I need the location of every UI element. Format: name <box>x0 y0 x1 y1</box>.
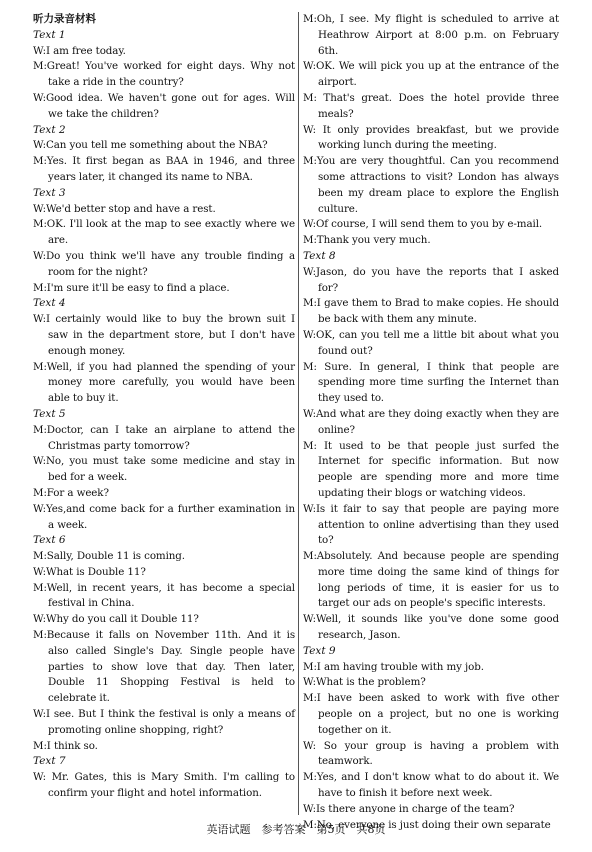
dialogue-line: M: That's great. Does the hotel provide three meals? <box>303 91 559 120</box>
dialogue-line: W:OK. We will pick you up at the entrance of the airport. <box>303 60 559 89</box>
dialogue-line: M:Yes. It first began as BAA in 1946, and three years later, it changed its name to NBA. <box>33 155 295 183</box>
dialogue-line: W:I am free today. <box>33 44 126 57</box>
section-label: Text 8 <box>303 249 336 262</box>
dialogue-line: M:Great! You've worked for eight days. Why not take a ride in the country? <box>33 60 295 89</box>
section-label: Text 7 <box>33 755 66 768</box>
section-label: Text 2 <box>33 123 66 136</box>
dialogue-line: M:No, everyone is just doing their own separate <box>303 818 551 831</box>
dialogue-line: M: Sure. In general, I think that people are spending more time surfing the Internet than they used to. <box>303 360 559 405</box>
dialogue-line: M:I have been asked to work with five other people on a project, but no one is working together on it. <box>303 692 559 736</box>
dialogue-line: W:Jason, do you have the reports that I asked for? <box>303 265 559 294</box>
dialogue-line: W:Why do you call it Double 11? <box>33 613 199 626</box>
dialogue-line: W:No, you must take some medicine and stay in bed for a week. <box>33 455 295 484</box>
dialogue-line: M:I'm sure it'll be easy to find a place. <box>33 281 230 294</box>
dialogue-line: M:Well, in recent years, it has become a special festival in China. <box>33 581 295 610</box>
dialogue-line: M:Doctor, can I take an airplane to attend the Christmas party tomorrow? <box>33 423 295 452</box>
dialogue-line: W: It only provides breakfast, but we provide working lunch during the meeting. <box>303 123 559 152</box>
section-label: Text 1 <box>33 28 66 41</box>
dialogue-line: W:Do you think we'll have any trouble finding a room for the night? <box>33 249 295 278</box>
dialogue-line: M:You are very thoughtful. Can you recommend some attractions to visit? London has always been my dream place to explore the English culture. <box>303 155 559 215</box>
section-label: Text 3 <box>33 186 66 199</box>
dialogue-line: M:I am having trouble with my job. <box>303 660 484 673</box>
left-column <box>33 12 295 802</box>
dialogue-line: W:Well, it sounds like you've done some good research, Jason. <box>303 613 559 642</box>
dialogue-line: M:Yes, and I don't know what to do about it. We have to finish it before next week. <box>303 771 559 800</box>
dialogue-line: M:Sally, Double 11 is coming. <box>33 550 185 563</box>
dialogue-line: W:Of course, I will send them to you by e-mail. <box>303 218 543 231</box>
dialogue-line: W:Can you tell me something about the NBA? <box>33 139 268 152</box>
dialogue-line: W: So your group is having a problem with teamwork. <box>303 739 559 768</box>
dialogue-line: M:For a week? <box>33 486 109 499</box>
dialogue-line: W:Is it fair to say that people are paying more attention to online advertising than they used to? <box>303 502 559 547</box>
dialogue-line: W:What is Double 11? <box>33 565 146 578</box>
section-label: Text 9 <box>303 644 336 657</box>
dialogue-line: W: Mr. Gates, this is Mary Smith. I'm calling to confirm your flight and hotel information. <box>33 771 295 800</box>
dialogue-line: W:What is the problem? <box>303 676 426 689</box>
dialogue-line: W:I certainly would like to buy the brown suit I saw in the department store, but I don't have enough money. <box>33 313 295 357</box>
section-label: Text 6 <box>33 534 66 547</box>
dialogue-line: W:We'd better stop and have a rest. <box>33 202 216 215</box>
dialogue-line: W:OK, can you tell me a little bit about what you found out? <box>303 328 559 357</box>
dialogue-line: M: It used to be that people just surfed the Internet for specific information. But now people are spending more and more time updating their blogs or watching videos. <box>303 439 559 499</box>
dialogue-line: M:I think so. <box>33 739 98 752</box>
column-divider <box>298 12 299 815</box>
dialogue-line: M:Well, if you had planned the spending of your money more carefully, you would have been able to buy it. <box>33 360 295 405</box>
section-label: Text 4 <box>33 297 66 310</box>
dialogue-line: W:Is there anyone in charge of the team? <box>303 802 515 815</box>
dialogue-line: W:Good idea. We haven't gone out for ages. Will we take the children? <box>33 91 295 120</box>
dialogue-line: W:I see. But I think the festival is only a means of promoting online shopping, right? <box>33 708 295 736</box>
page-heading: 听力录音材料 <box>33 13 96 25</box>
dialogue-line: M:Absolutely. And because people are spending more time doing the same kind of things for long periods of time, it is easier for us to target our ads on people's specific interests. <box>303 550 559 610</box>
right-column <box>303 12 559 833</box>
dialogue-line: W:Yes,and come back for a further examination in a week. <box>33 502 295 531</box>
dialogue-line: M:OK. I'll look at the map to see exactly where we are. <box>33 218 295 247</box>
dialogue-line: M:Thank you very much. <box>303 234 431 247</box>
page-footer: 英语试题 参考答案 第5页 共8页 <box>206 823 386 836</box>
section-label: Text 5 <box>33 407 66 420</box>
dialogue-line: W:And what are they doing exactly when they are online? <box>303 407 559 436</box>
dialogue-line: M:Oh, I see. My flight is scheduled to arrive at Heathrow Airport at 8:00 p.m. on February 6th. <box>303 13 559 57</box>
dialogue-line: M:Because it falls on November 11th. And it is also called Single's Day. Single people have parties to show love that day. Then later, Double 11 Shopping Festival is held to celebrate it. <box>33 629 295 705</box>
dialogue-line: M:I gave them to Brad to make copies. He should be back with them any minute. <box>303 297 559 326</box>
